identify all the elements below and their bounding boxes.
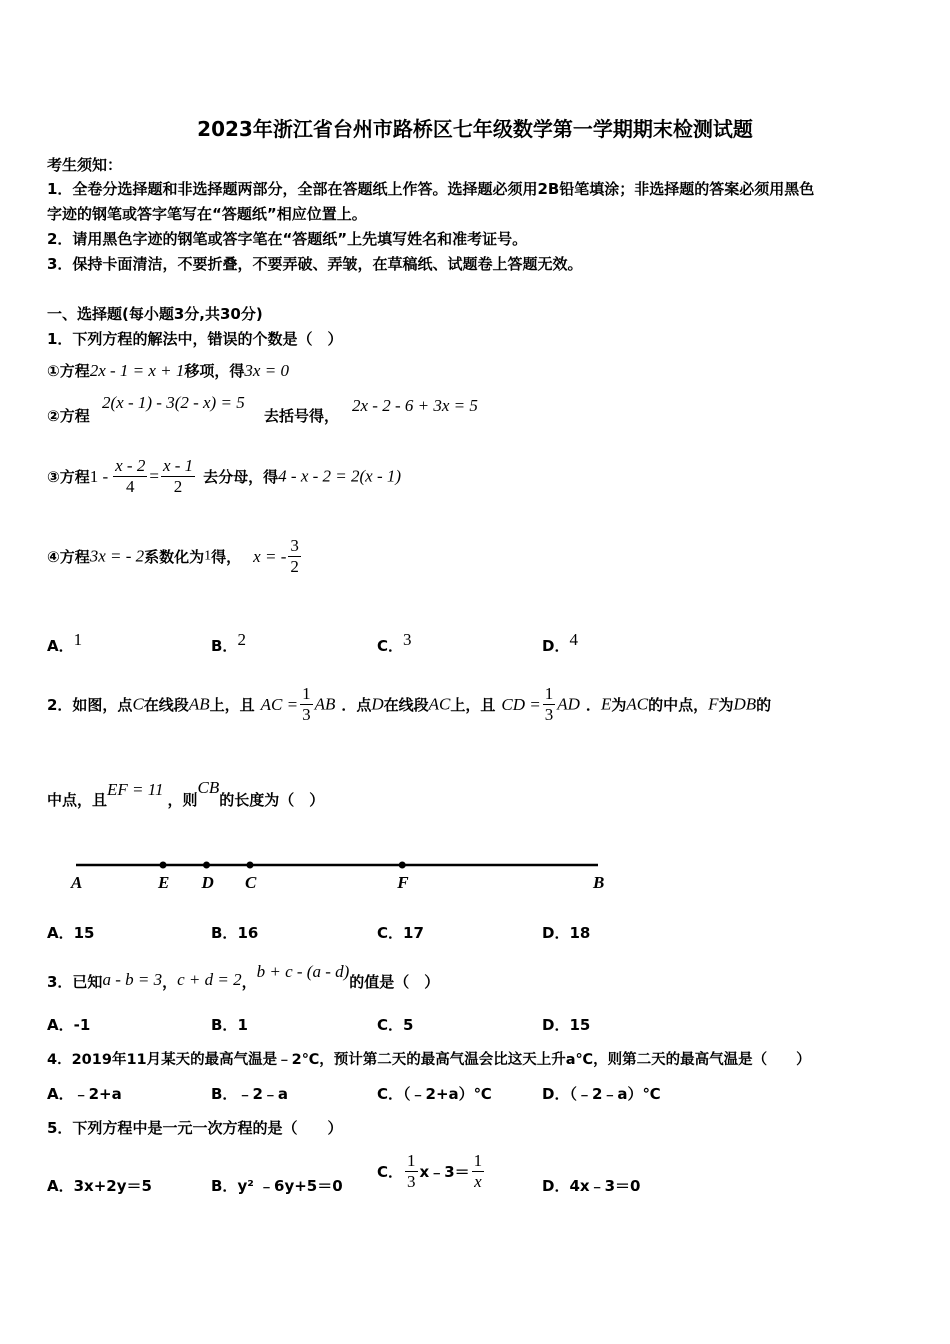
q2-segment-ac-2: AC <box>626 694 649 714</box>
section-heading: 一、选择题(每小题3分,共30分) <box>47 305 263 323</box>
q5-c-f2-num: 1 <box>473 1151 483 1170</box>
q5-c-mid: x﹣3＝ <box>419 1163 470 1181</box>
q2-option-d-value: 18 <box>569 924 591 942</box>
q1-s1-mid: 移项，得 <box>184 362 245 380</box>
q5-stem: 5．下列方程中是一元一次方程的是（ ） <box>47 1119 343 1137</box>
q1-s3-result: 4 - x - 2 = 2(x - 1) <box>278 466 402 486</box>
q2-ac-lhs: AC = <box>260 694 299 714</box>
q3-t2: 的值是（ ） <box>349 973 440 991</box>
q2-t7: ． <box>585 696 601 714</box>
q5-c-f1-den: 3 <box>407 1172 416 1191</box>
point-label-a: A <box>71 873 83 892</box>
q1-s3-f1-num: x - 2 <box>115 456 146 475</box>
q2-t5: 在线段 <box>383 696 429 714</box>
q4-option-a[interactable] <box>47 1083 122 1104</box>
q2-option-b-value: 16 <box>237 924 259 942</box>
q1-option-b-value: 2 <box>237 630 246 649</box>
q1-statement-3 <box>47 456 401 497</box>
q1-statement-4 <box>47 536 303 577</box>
q2-option-a-value: 15 <box>73 924 95 942</box>
q4-option-c-letter: C． <box>377 1085 404 1103</box>
q2-segment-ac: AC <box>428 694 451 714</box>
q1-option-b[interactable] <box>211 630 246 656</box>
q3-option-a-value: -1 <box>73 1016 91 1034</box>
point-label-c: C <box>244 873 257 892</box>
q3-option-c-value: 5 <box>403 1016 414 1034</box>
q2-point-c: C <box>132 694 144 714</box>
q4-option-b[interactable] <box>211 1083 288 1104</box>
q1-option-d-value: 4 <box>569 630 578 649</box>
q1-s4-prefix: ④方程 <box>47 548 90 566</box>
q1-s4-f-num: 3 <box>290 536 299 555</box>
q4-option-c[interactable] <box>377 1083 492 1104</box>
q4-stem: 4．2019年11月某天的最高气温是﹣2℃，预计第二天的最高气温会比这天上升a℃，则第二天的最高气温是（ ） <box>47 1052 811 1068</box>
q2-option-b-letter: B． <box>211 924 238 942</box>
q1-s3-f2-den: 2 <box>173 477 183 496</box>
point-label-e: E <box>158 873 170 892</box>
q1-s3-fraction-2 <box>161 456 195 497</box>
q2-line2-b: ，则 <box>167 791 198 809</box>
q2-fraction-2 <box>543 684 556 725</box>
q3-option-b[interactable] <box>211 1014 248 1035</box>
q4-option-d[interactable] <box>542 1083 661 1104</box>
q2-cb: CB <box>197 778 220 797</box>
q2-t3: 上，且 <box>209 696 255 714</box>
q1-option-c[interactable] <box>377 630 412 656</box>
q2-t2: 在线段 <box>143 696 189 714</box>
q1-s4-fraction <box>288 536 301 577</box>
q5-option-c-fraction-1 <box>405 1151 418 1192</box>
q5-c-f1-num: 1 <box>407 1151 416 1170</box>
q4-option-d-letter: D． <box>542 1085 570 1103</box>
q1-s1-equation: 2x - 1 = x + 1 <box>89 361 185 380</box>
q1-option-a[interactable] <box>47 630 82 656</box>
point-marker-d <box>203 862 210 869</box>
q5-option-c-letter: C． <box>377 1163 404 1181</box>
q3-t1: 3．已知 <box>47 973 103 991</box>
q4-option-d-value: （﹣2﹣a）℃ <box>569 1085 661 1103</box>
q2-f2-den: 3 <box>544 705 554 724</box>
q3-option-d[interactable] <box>542 1014 590 1035</box>
q2-t10: 为 <box>718 696 734 714</box>
q1-option-a-letter: A． <box>47 637 74 655</box>
q1-s1-result: 3x = 0 <box>244 361 289 380</box>
q1-s2-mid: 去括号得， <box>264 407 340 425</box>
q1-stem: 1．下列方程的解法中，错误的个数是（ ） <box>47 330 343 348</box>
q4-option-b-letter: B． <box>211 1085 238 1103</box>
q1-option-a-value: 1 <box>73 630 83 649</box>
q1-s3-f2-num: x - 1 <box>162 456 194 475</box>
q1-s2-equation: 2(x - 1) - 3(2 - x) = 5 <box>102 393 245 412</box>
point-marker-f <box>399 862 406 869</box>
q5-option-a[interactable] <box>47 1175 152 1196</box>
q1-option-c-letter: C． <box>377 637 404 655</box>
point-label-b: B <box>593 873 605 892</box>
q3-sep2: ， <box>241 973 257 991</box>
q3-eq2: c + d = 2 <box>177 970 242 989</box>
q5-option-a-value: 3x+2y＝5 <box>73 1177 152 1195</box>
q5-option-b-value: y² ﹣6y+5＝0 <box>237 1177 343 1195</box>
q2-option-a-letter: A． <box>47 924 74 942</box>
q2-t11: 的 <box>756 696 772 714</box>
q3-eq1: a - b = 3 <box>102 970 163 989</box>
point-marker-e <box>160 862 167 869</box>
q1-s1-prefix: ①方程 <box>47 362 90 380</box>
q2-line2-a: 中点，且 <box>47 791 108 809</box>
q2-t1: 2．如图，点 <box>47 696 133 714</box>
q1-s4-f-den: 2 <box>290 557 299 576</box>
q1-s4-lhs: x = - <box>253 546 287 566</box>
q2-option-a[interactable] <box>47 922 94 943</box>
q2-option-c-value: 17 <box>403 924 424 942</box>
q1-s3-prefix: ③方程 <box>47 468 90 486</box>
q4-option-a-value: ﹣2+a <box>73 1085 122 1103</box>
point-marker-c <box>246 862 253 869</box>
q1-s3-f1-den: 4 <box>125 477 135 496</box>
q2-option-b[interactable] <box>211 922 258 943</box>
q3-option-b-letter: B． <box>211 1016 238 1034</box>
q1-s3-fraction-1 <box>113 456 147 497</box>
q3-sep1: ， <box>162 973 178 991</box>
q2-t6: 上，且 <box>450 696 496 714</box>
notice-item-1-cont: 字迹的钢笔或答字笔写在“答题纸”相应位置上。 <box>47 205 367 223</box>
q1-statement-2 <box>47 405 90 426</box>
q2-segment-db: DB <box>733 694 757 714</box>
q2-option-d[interactable] <box>542 922 590 943</box>
q2-ef: EF = 11 <box>107 780 164 799</box>
q2-t4: ．点 <box>341 696 372 714</box>
q2-point-d: D <box>371 694 384 714</box>
q2-ad-rhs: AD <box>557 694 580 714</box>
q2-fraction-1 <box>300 684 313 725</box>
q5-c-f2-den: x <box>474 1172 482 1191</box>
q2-f1-num: 1 <box>302 684 311 703</box>
point-label-f: F <box>397 873 409 892</box>
q2-segment-ab: AB <box>188 694 210 714</box>
q2-f2-num: 1 <box>544 684 554 703</box>
q3-option-b-value: 1 <box>237 1016 248 1034</box>
q4-option-c-value: （﹣2+a）℃ <box>403 1085 492 1103</box>
q5-option-c-fraction-2 <box>472 1151 485 1192</box>
q2-t8: 为 <box>611 696 627 714</box>
notice-item-1: 1．全卷分选择题和非选择题两部分，全部在答题纸上作答。选择题必须用2B铅笔填涂；非选择题的答案必须用黑色 <box>47 180 815 198</box>
q5-option-d-letter: D． <box>542 1177 570 1195</box>
q5-option-b[interactable] <box>211 1175 343 1196</box>
q2-f1-den: 3 <box>302 705 311 724</box>
q1-s4-equation: 3x = - 2 <box>89 546 145 566</box>
q1-s3-mid: 去分母，得 <box>203 468 279 486</box>
q5-option-a-letter: A． <box>47 1177 74 1195</box>
q5-option-d-value: 4x﹣3＝0 <box>569 1177 641 1195</box>
q1-s2-result: 2x - 2 - 6 + 3x = 5 <box>352 396 478 415</box>
q2-option-c[interactable] <box>377 922 424 943</box>
q2-cd-lhs: CD = <box>501 694 541 714</box>
q1-option-c-value: 3 <box>403 630 412 649</box>
q3-expression: b + c - (a - d) <box>256 962 350 981</box>
q4-option-a-letter: A． <box>47 1085 74 1103</box>
q1-statement-1 <box>47 360 289 381</box>
q1-s2-prefix: ②方程 <box>47 407 90 425</box>
point-label-d: D <box>201 873 214 892</box>
q1-s4-mid: 系数化为 <box>144 548 205 566</box>
q3-option-c-letter: C． <box>377 1016 404 1034</box>
q5-option-c[interactable] <box>377 1151 486 1192</box>
q3-option-c[interactable] <box>377 1014 413 1035</box>
notice-heading: 考生须知： <box>47 156 123 174</box>
q1-option-b-letter: B． <box>211 637 238 655</box>
q2-t9: 的中点， <box>648 696 709 714</box>
q2-option-c-letter: C． <box>377 924 404 942</box>
q1-option-d-letter: D． <box>542 637 570 655</box>
q4-option-b-value: ﹣2﹣a <box>237 1085 288 1103</box>
notice-item-3: 3．保持卡面清洁，不要折叠，不要弄破、弄皱，在草稿纸、试题卷上答题无效。 <box>47 255 583 273</box>
q3-option-d-letter: D． <box>542 1016 570 1034</box>
q1-s4-one: 1 <box>204 548 212 564</box>
q2-stem-line-2 <box>47 778 324 810</box>
q1-s3-eqsign: = <box>149 466 159 486</box>
q2-stem-line-1 <box>47 684 771 725</box>
q1-option-d[interactable] <box>542 630 578 656</box>
q3-option-d-value: 15 <box>569 1016 591 1034</box>
q5-option-b-letter: B． <box>211 1177 238 1195</box>
q2-figure-segment <box>60 848 620 898</box>
q3-option-a-letter: A． <box>47 1016 74 1034</box>
q2-option-d-letter: D． <box>542 924 570 942</box>
q2-point-e: E <box>600 694 612 714</box>
q2-point-f: F <box>708 694 719 714</box>
q2-ab-rhs: AB <box>314 694 336 714</box>
q1-s3-lead: 1 - <box>89 466 109 486</box>
notice-item-2: 2．请用黑色字迹的钢笔或答字笔在“答题纸”上先填写姓名和准考证号。 <box>47 230 528 248</box>
q2-line2-c: 的长度为（ ） <box>219 791 325 809</box>
q3-option-a[interactable] <box>47 1014 90 1035</box>
q5-option-d[interactable] <box>542 1175 640 1196</box>
q3-stem <box>47 962 439 992</box>
page-title: 2023年浙江省台州市路桥区七年级数学第一学期期末检测试题 <box>197 117 753 141</box>
q1-s4-mid2: 得， <box>211 548 242 566</box>
